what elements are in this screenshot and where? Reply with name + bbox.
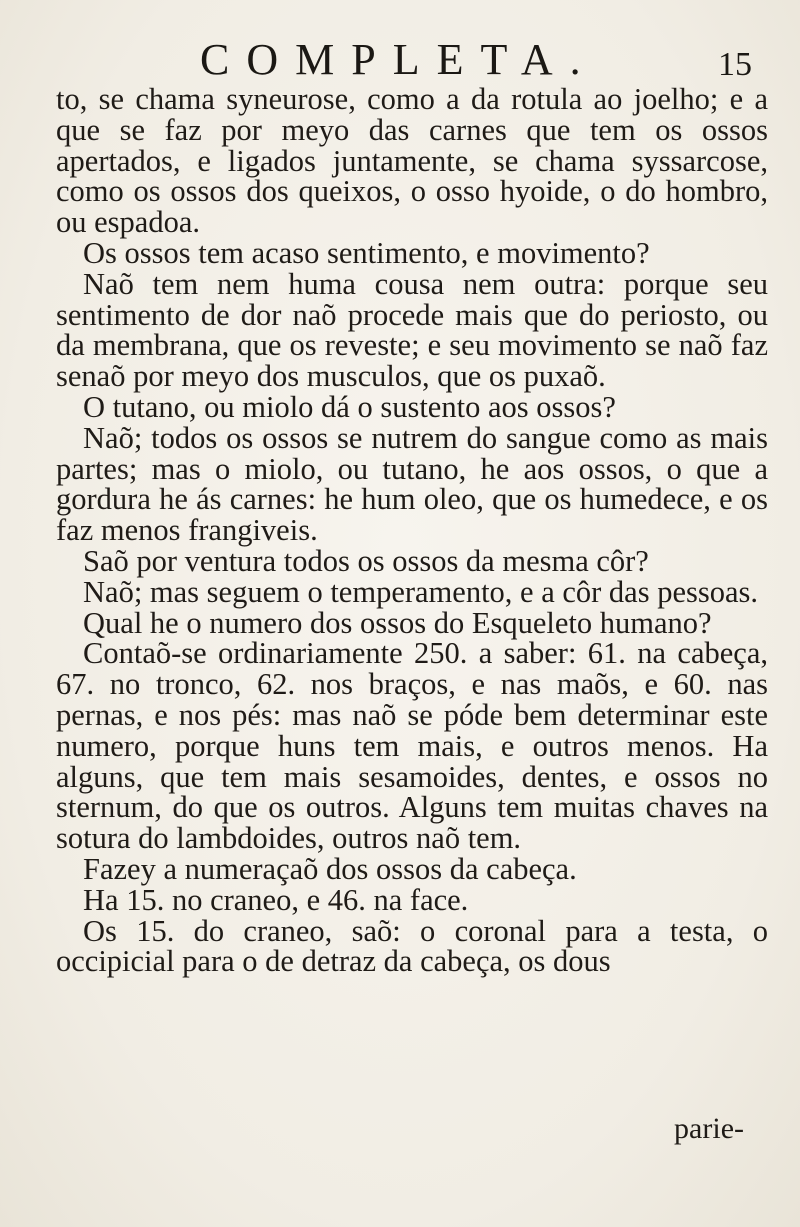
paragraph-continuation: to, se chama syneurose, como a da rotula ao joelho; e a que se faz por meyo das carnes que tem os ossos apertados, e ligados juntamente, se chama syssarcose, como os ossos dos queixos, o osso hyoide, o do hombro, ou espadoa.: [56, 82, 768, 240]
page-number: 15: [718, 46, 752, 83]
question-paragraph: Saõ por ventura todos os ossos da mesma côr?: [83, 543, 649, 578]
answer-paragraph: Contaõ-se ordinariamente 250. a saber: 61. na cabeça, 67. no tronco, 62. nos braços, e nas maõs, e 60. nas pernas, e nos pés: mas naõ se póde bem determinar este numero, porque huns tem mais, e outros menos. Ha alguns, que tem mais sesamoides, dentes, e ossos no sternum, do que os outros. Alguns tem muitas chaves na sotura do lambdoides, outros naõ tem.: [56, 636, 768, 856]
body-text: [56, 84, 768, 977]
question-paragraph: Qual he o numero dos ossos do Esqueleto humano?: [83, 605, 712, 640]
answer-paragraph: Os 15. do craneo, saõ: o coronal para a testa, o occipicial para o de detraz da cabeça, os dous: [56, 913, 768, 979]
question-paragraph: Os ossos tem acaso sentimento, e movimento?: [83, 235, 650, 270]
answer-paragraph: Naõ tem nem huma cousa nem outra: porque seu sentimento de dor naõ procede mais que do periosto, ou da membrana, que os reveste; e seu movimento se naõ faz senaõ por meyo dos musculos, que os puxaõ.: [56, 266, 768, 394]
answer-paragraph: Naõ; todos os ossos se nutrem do sangue como as mais partes; mas o miolo, ou tutano, he aos ossos, o que a gordura he ás carnes: he hum oleo, que os humedece, e os faz menos frangiveis.: [56, 420, 768, 548]
running-title: COMPLETA.: [200, 35, 598, 84]
running-head: [190, 34, 760, 84]
question-paragraph: O tutano, ou miolo dá o sustento aos ossos?: [83, 389, 616, 424]
catchword: parie-: [674, 1112, 744, 1145]
answer-paragraph: Ha 15. no craneo, e 46. na face.: [83, 882, 469, 917]
question-paragraph: Fazey a numeraçaõ dos ossos da cabeça.: [83, 851, 577, 886]
answer-paragraph: Naõ; mas seguem o temperamento, e a côr das pessoas.: [83, 574, 759, 609]
